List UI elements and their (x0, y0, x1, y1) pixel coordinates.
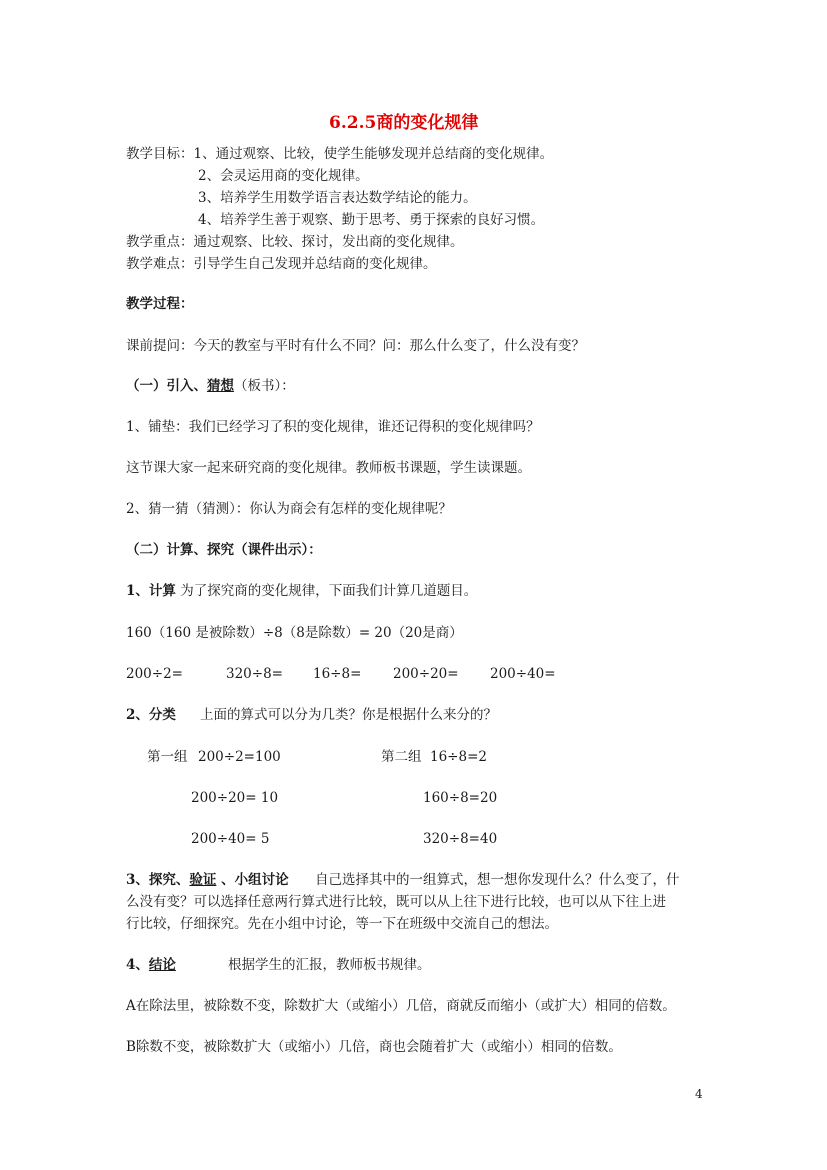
exercise: 320÷8= (226, 666, 283, 682)
conclusion-heading (126, 956, 176, 974)
explore-line-3: 行比较，仔细探究。先在小组中讨论，等一下在班级中交流自己的想法。 (126, 916, 558, 932)
objectives-line-1 (126, 145, 553, 163)
group-1-item: 200÷20= 10 (191, 790, 279, 806)
exercise: 16÷8= (313, 666, 362, 682)
objective-item: 4、培养学生善于观察、勤于思考、勇于探索的良好习惯。 (198, 212, 545, 228)
group-2-item: 320÷8=40 (423, 831, 498, 847)
objectives-label: 教学目标： (126, 146, 194, 162)
explore-mid: 、小组讨论 (216, 872, 289, 888)
conclusion-prefix: 4、 (126, 957, 149, 973)
classify-label: 2、分类 (126, 707, 176, 723)
objective-item: 1、通过观察、比较，使学生能够发现并总结商的变化规律。 (193, 146, 554, 162)
group-2-item: 16÷8=2 (430, 749, 487, 765)
section-suffix: （板书）： (234, 378, 295, 394)
exercise: 200÷40= (490, 666, 556, 682)
exercise: 200÷20= (393, 666, 459, 682)
group-1-label: 第一组 (147, 749, 188, 765)
objective-item: 2、会灵运用商的变化规律。 (198, 168, 369, 184)
group-2-label: 第二组 (381, 749, 422, 765)
group-2-item: 160÷8=20 (423, 790, 498, 806)
section-underlined: 猜想 (207, 378, 234, 394)
calc-label: 1、计算 (126, 583, 176, 599)
pre-question: 课前提问：今天的教室与平时有什么不同？问：那么什么变了，什么没有变？ (126, 338, 585, 354)
group-1-item: 200÷2=100 (198, 749, 281, 765)
example-equation: 160（160 是被除数）÷8（8是除数）= 20（20是商） (126, 625, 463, 641)
section-heading-1 (126, 377, 295, 395)
group-1-item: 200÷40= 5 (191, 831, 270, 847)
difficulty: 教学难点：引导学生自己发现并总结商的变化规律。 (126, 256, 437, 272)
conclusion-text: 根据学生的汇报，教师板书规律。 (228, 957, 431, 973)
page-number: 4 (695, 1087, 703, 1101)
classify-line (126, 706, 176, 724)
rule-a: A在除法里，被除数不变，除数扩大（或缩小）几倍，商就反而缩小（或扩大）相同的倍数。 (126, 998, 676, 1014)
step-1: 1、铺垫：我们已经学习了积的变化规律，谁还记得积的变化规律吗？ (126, 419, 540, 435)
explore-line-1 (126, 871, 289, 889)
step-2: 2、猜一猜（猜测）：你认为商会有怎样的变化规律呢？ (126, 501, 452, 517)
page-title: 6.2.5商的变化规律 (329, 113, 479, 133)
objective-item: 3、培养学生用数学语言表达数学结论的能力。 (198, 190, 477, 206)
intro-line: 这节课大家一起来研究商的变化规律。教师板书课题，学生读课题。 (126, 460, 531, 476)
section-heading-2: （二）计算、探究（课件出示）： (126, 542, 322, 558)
explore-line-2: 么没有变？可以选择任意两行算式进行比较，既可以从上往下进行比较，也可以从下往上进 (126, 894, 666, 910)
calc-text: 为了探究商的变化规律，下面我们计算几道题目。 (175, 583, 478, 599)
key-point: 教学重点：通过观察、比较、探讨，发出商的变化规律。 (126, 234, 464, 250)
calc-line (126, 582, 477, 600)
explore-text: 自己选择其中的一组算式，想一想你发现什么？什么变了，什 (315, 872, 680, 888)
classify-text: 上面的算式可以分为几类？你是根据什么来分的？ (200, 707, 497, 723)
explore-prefix: 3、探究、 (126, 872, 190, 888)
conclusion-underlined: 结论 (148, 957, 176, 973)
rule-b: B除数不变，被除数扩大（或缩小）几倍，商也会随着扩大（或缩小）相同的倍数。 (126, 1039, 622, 1055)
section-prefix: （一）引入、 (126, 378, 207, 394)
explore-underlined: 验证 (189, 872, 217, 888)
process-heading: 教学过程： (126, 296, 194, 312)
exercise: 200÷2= (126, 666, 183, 682)
